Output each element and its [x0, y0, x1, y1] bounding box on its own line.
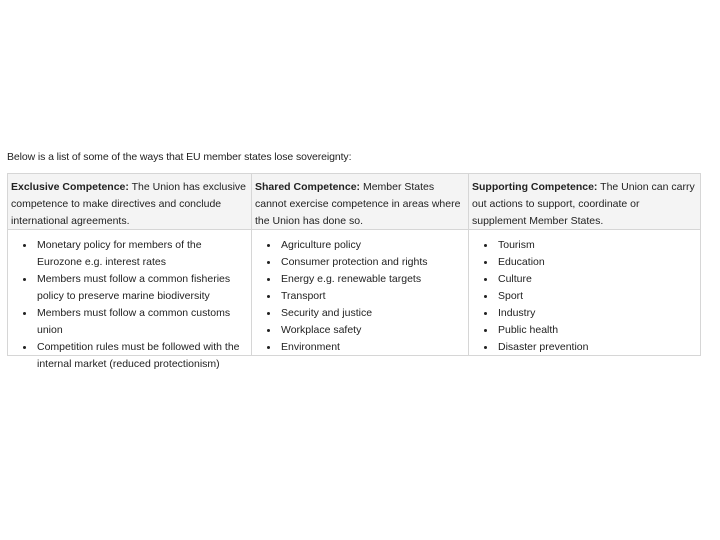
list-item: Workplace safety	[281, 322, 464, 339]
header-cell-supporting	[469, 174, 700, 229]
list-item: Environment	[281, 339, 464, 356]
header-description: Member States cannot exercise competence in areas where the Union has done so.	[255, 181, 461, 227]
list-item: Members must follow a common fisheries policy to preserve marine biodiversity	[37, 271, 247, 305]
list-item: Disaster prevention	[498, 339, 696, 356]
list-item: Public health	[498, 322, 696, 339]
body-cell-exclusive	[8, 229, 252, 370]
bullet-list	[255, 237, 464, 356]
list-item: Competition rules must be followed with the internal market (reduced protectionism)	[37, 339, 247, 373]
body-cell-shared	[252, 229, 469, 355]
list-item: Education	[498, 254, 696, 271]
list-item: Agriculture policy	[281, 237, 464, 254]
list-item: Culture	[498, 271, 696, 288]
list-item: Transport	[281, 288, 464, 305]
header-cell-exclusive	[8, 174, 252, 229]
header-description: The Union can carry out actions to support, coordinate or supplement Member States.	[472, 181, 695, 227]
list-item: Energy e.g. renewable targets	[281, 271, 464, 288]
list-item: Security and justice	[281, 305, 464, 322]
table-header-row	[8, 174, 700, 230]
list-item: Industry	[498, 305, 696, 322]
header-title: Exclusive Competence:	[11, 181, 129, 193]
bullet-list	[11, 237, 247, 373]
list-item: Tourism	[498, 237, 696, 254]
header-title: Shared Competence:	[255, 181, 361, 193]
list-item: Sport	[498, 288, 696, 305]
header-cell-shared	[252, 174, 469, 229]
intro-text: Below is a list of some of the ways that EU member states lose sovereignty:	[7, 151, 352, 163]
table-body-row	[8, 229, 700, 370]
header-description: The Union has exclusive competence to make directives and conclude international agreements.	[11, 181, 247, 227]
list-item: Consumer protection and rights	[281, 254, 464, 271]
competence-table	[7, 173, 701, 370]
list-item: Members must follow a common customs union	[37, 305, 247, 339]
bullet-list	[472, 237, 696, 356]
list-item: Monetary policy for members of the Eurozone e.g. interest rates	[37, 237, 247, 271]
header-title: Supporting Competence:	[472, 181, 598, 193]
body-cell-supporting	[469, 229, 700, 355]
